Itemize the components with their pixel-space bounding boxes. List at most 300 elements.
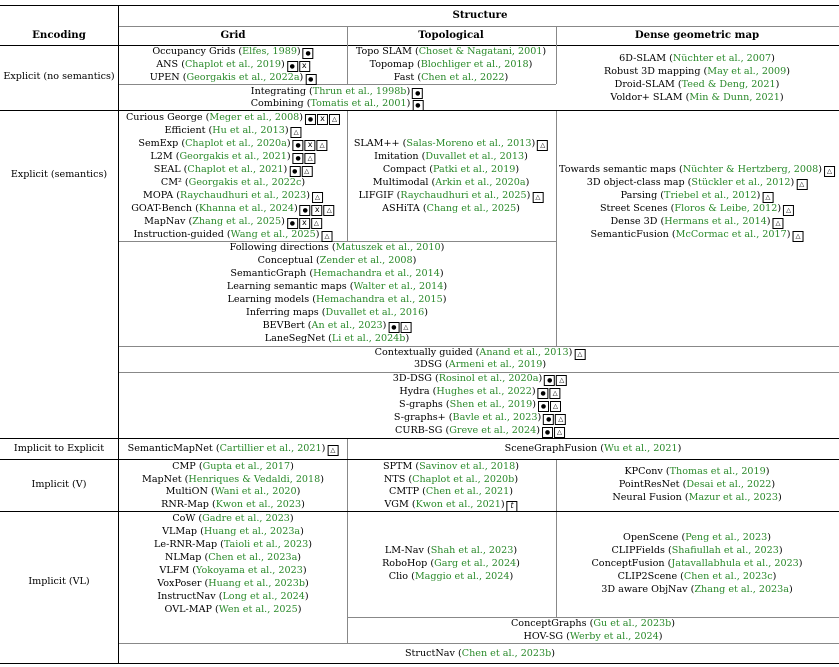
method-entry: ConceptGraphs (Gu et al., 2023b)	[510, 618, 676, 629]
method-entry: UPEN (Georgakis et al., 2022a)●	[150, 72, 317, 85]
method-name: HOV-SG	[523, 631, 564, 642]
encoding-label: Explicit (no semantics)	[3, 71, 115, 82]
citation-link[interactable]: Chen et al., 2022	[421, 72, 505, 83]
filled-circle-icon	[538, 401, 549, 412]
method-name: SPTM	[383, 461, 413, 472]
citation-link[interactable]: Duvallet et al., 2013	[425, 151, 525, 162]
citation-link[interactable]: Taioli et al., 2023	[223, 539, 309, 550]
citation-link[interactable]: Raychaudhuri et al., 2023	[180, 190, 307, 201]
method-entry: 3D-DSG (Rosinol et al., 2020a)●△	[393, 373, 567, 386]
method-entry: CoW (Gadre et al., 2023)	[172, 513, 294, 524]
method-entry: 3D aware ObjNav (Zhang et al., 2023a)	[601, 584, 793, 595]
citation-link[interactable]: Chen et al., 2021	[425, 486, 510, 497]
group-rule	[0, 438, 839, 439]
method-entry: VLFM (Yokoyama et al., 2023)	[159, 565, 307, 576]
citation-link[interactable]: Peng et al., 2023	[685, 532, 768, 543]
triangle-icon	[773, 218, 784, 229]
method-name: CM²	[160, 177, 182, 188]
method-name: Occupancy Grids	[152, 46, 236, 57]
method-name: Clio	[388, 571, 409, 582]
method-name: VGM	[384, 499, 409, 510]
citation-link[interactable]: Khanna et al., 2024	[198, 203, 294, 214]
method-name: Conceptual	[257, 255, 313, 266]
method-name: KPConv	[624, 466, 663, 477]
column-divider	[556, 460, 557, 511]
method-entry: StructNav (Chen et al., 2023b)	[404, 648, 556, 659]
filled-circle-icon	[412, 100, 423, 111]
method-name: MapNav	[144, 216, 186, 227]
method-entry: Parsing (Triebel et al., 2012)△	[621, 190, 774, 203]
triangle-icon	[317, 140, 328, 151]
method-entry: Neural Fusion (Mazur et al., 2023)	[612, 492, 782, 503]
citation-link[interactable]: Gu et al., 2023b	[593, 618, 672, 629]
method-name: Learning semantic maps	[226, 281, 347, 292]
cross-icon	[317, 114, 328, 125]
triangle-icon	[574, 349, 585, 360]
method-entry: SemanticMapNet (Cartillier et al., 2021)△	[128, 443, 339, 456]
method-entry: CMTP (Chen et al., 2021)	[389, 486, 513, 497]
triangle-icon	[792, 231, 803, 242]
method-entry: LM-Nav (Shah et al., 2023)	[384, 545, 518, 556]
filled-circle-icon	[305, 114, 316, 125]
method-entry: PointResNet (Desai et al., 2022)	[618, 479, 776, 490]
citation-link[interactable]: Chaplot et al., 2020b	[412, 474, 515, 485]
cross-icon	[299, 61, 310, 72]
method-name: Curious George	[125, 112, 203, 123]
method-name: 3D object-class map	[586, 177, 685, 188]
citation-link[interactable]: Georgakis et al., 2022a	[186, 72, 300, 83]
method-name: MultiON	[165, 486, 208, 497]
citation-link[interactable]: May et al., 2009	[707, 66, 787, 77]
column-divider	[347, 111, 348, 241]
method-name: VoxPoser	[157, 578, 202, 589]
citation-link[interactable]: Gadre et al., 2023	[202, 513, 290, 524]
method-entry: RoboHop (Garg et al., 2024)	[382, 558, 520, 569]
citation-link[interactable]: Elfes, 1989	[242, 46, 297, 57]
citation-link[interactable]: Chen et al., 2023c	[683, 571, 773, 582]
method-entry: CLIPFields (Shafiullah et al., 2023)	[611, 545, 783, 556]
citation-link[interactable]: Mazur et al., 2023	[688, 492, 778, 503]
method-entry: VLMap (Huang et al., 2023a)	[162, 526, 304, 537]
method-name: SemanticFusion	[590, 229, 669, 240]
method-entry: Clio (Maggio et al., 2024)	[388, 571, 514, 582]
method-entry: Learning semantic maps (Walter et al., 2014)	[226, 281, 448, 292]
citation-link[interactable]: McCormac et al., 2017	[675, 229, 787, 240]
method-entry: Contextually guided (Anand et al., 2013)△	[375, 347, 586, 360]
method-entry: OVL-MAP (Wen et al., 2025)	[164, 604, 302, 615]
method-entry: Efficient (Hu et al., 2013)△	[164, 125, 301, 138]
dense-header: Dense geometric map	[634, 29, 760, 41]
citation-link[interactable]: Salas-Moreno et al., 2013	[406, 138, 532, 149]
method-name: PointResNet	[618, 479, 680, 490]
method-entry: SemanticGraph (Hemachandra et al., 2014)	[230, 268, 444, 279]
method-entry: 6D-SLAM (Nüchter et al., 2007)	[619, 53, 775, 64]
column-divider	[556, 111, 557, 346]
triangle-icon	[312, 192, 323, 203]
citation-link[interactable]: Chaplot et al., 2021	[187, 164, 284, 175]
citation-link[interactable]: Georgakis et al., 2022c	[188, 177, 302, 188]
method-entry: 3D object-class map (Stückler et al., 2012)△	[587, 177, 808, 190]
citation-link[interactable]: Kwon et al., 2021	[415, 499, 501, 510]
method-entry: KPConv (Thomas et al., 2019)	[624, 466, 770, 477]
method-name: Integrating	[250, 86, 306, 97]
citation-link[interactable]: Chaplot et al., 2020a	[185, 138, 287, 149]
citation-link[interactable]: Wani et al., 2020	[214, 486, 297, 497]
method-entry: Inferring maps (Duvallet et al., 2016)	[246, 307, 428, 318]
method-name: Fast	[393, 72, 415, 83]
method-name: 3DSG	[413, 359, 442, 370]
method-entry: Occupancy Grids (Elfes, 1989)●	[152, 46, 313, 59]
method-name: 3D aware ObjNav	[601, 584, 688, 595]
method-name: MOPA	[143, 190, 174, 201]
triangle-icon	[301, 166, 312, 177]
column-divider	[556, 512, 557, 617]
method-entry: SceneGraphFusion (Wu et al., 2021)	[504, 443, 682, 454]
citation-link[interactable]: Li et al., 2024b	[331, 333, 406, 344]
citation-link[interactable]: Huang et al., 2023b	[208, 578, 306, 589]
method-name: 6D-SLAM	[619, 53, 667, 64]
method-entry: ASHiTA (Chang et al., 2025)	[382, 203, 520, 214]
citation-link[interactable]: Matuszek et al., 2010	[335, 242, 441, 253]
method-entry: ConceptFusion (Jatavallabhula et al., 2023)	[591, 558, 803, 569]
method-name: VLMap	[162, 526, 198, 537]
method-name: InstructNav	[157, 591, 216, 602]
method-name: Following directions	[229, 242, 329, 253]
citation-link[interactable]: Zhang et al., 2023a	[694, 584, 789, 595]
method-name: Combining	[250, 98, 304, 109]
citation-link[interactable]: Raychaudhuri et al., 2025	[400, 190, 527, 201]
triangle-icon	[554, 427, 565, 438]
method-name: CURB-SG	[395, 425, 443, 436]
method-name: LaneSegNet	[264, 333, 326, 344]
column-divider	[347, 439, 348, 459]
citation-link[interactable]: Min & Dunn, 2021	[689, 92, 780, 103]
method-name: CMTP	[389, 486, 420, 497]
method-name: LIFGIF	[358, 190, 394, 201]
method-entry: VGM (Kwon et al., 2021)t	[384, 499, 517, 512]
citation-link[interactable]: Hemachandra et al., 2015	[315, 294, 443, 305]
citation-link[interactable]: Walter et al., 2014	[353, 281, 444, 292]
triangle-icon	[537, 140, 548, 151]
citation-link[interactable]: Huang et al., 2023a	[203, 526, 301, 537]
method-entry: MOPA (Raychaudhuri et al., 2023)△	[143, 190, 323, 203]
topological-header: Topological	[418, 29, 484, 41]
method-name: CLIP2Scene	[617, 571, 678, 582]
triangle-icon	[550, 388, 561, 399]
filled-circle-icon	[287, 61, 298, 72]
citation-link[interactable]: Georgakis et al., 2021	[179, 151, 287, 162]
method-name: Le-RNR-Map	[154, 539, 218, 550]
citation-link[interactable]: Duvallet et al., 2016	[325, 307, 425, 318]
method-name: ConceptFusion	[591, 558, 665, 569]
filled-circle-icon	[544, 375, 555, 386]
filled-circle-icon	[293, 153, 304, 164]
citation-link[interactable]: Hemachandra et al., 2014	[313, 268, 440, 279]
method-entry: Street Scenes (Floros & Leibe, 2012)△	[600, 203, 794, 216]
citation-link[interactable]: Triebel et al., 2012	[664, 190, 757, 201]
citation-link[interactable]: Chen et al., 2023b	[461, 648, 552, 659]
citation-link[interactable]: Floros & Leibe, 2012	[674, 203, 778, 214]
method-entry: Conceptual (Zender et al., 2008)	[257, 255, 417, 266]
citation-link[interactable]: Wen et al., 2025	[218, 604, 298, 615]
triangle-icon	[291, 127, 302, 138]
method-name: CoW	[172, 513, 196, 524]
filled-circle-icon	[289, 166, 300, 177]
citation-link[interactable]: Savinov et al., 2018	[419, 461, 516, 472]
method-entry: L2M (Georgakis et al., 2021)●△	[150, 151, 315, 164]
method-entry: Integrating (Thrun et al., 1998b)●	[251, 86, 423, 99]
structure-underline	[119, 26, 839, 27]
method-name: ConceptGraphs	[510, 618, 587, 629]
top-rule	[0, 5, 839, 6]
method-name: NLMap	[164, 552, 202, 563]
method-name: MapNet	[142, 474, 182, 485]
method-name: Neural Fusion	[612, 492, 682, 503]
filled-circle-icon	[388, 322, 399, 333]
citation-link[interactable]: Blochliger et al., 2018	[420, 59, 529, 70]
encoding-label: Implicit (V)	[31, 479, 87, 490]
method-entry: OpenScene (Peng et al., 2023)	[623, 532, 771, 543]
triangle-icon	[321, 231, 332, 242]
citation-link[interactable]: Hughes et al., 2022	[436, 386, 532, 397]
method-name: ANS	[156, 59, 179, 70]
method-name: Multimodal	[372, 177, 429, 188]
method-name: Learning models	[227, 294, 310, 305]
method-name: Street Scenes	[599, 203, 668, 214]
method-name: ASHiTA	[382, 203, 420, 214]
citation-link[interactable]: Desai et al., 2022	[686, 479, 772, 490]
group-rule	[0, 459, 839, 460]
method-entry: Towards semantic maps (Nüchter & Hertzberg, 2008)△	[559, 164, 835, 177]
method-name: Droid-SLAM	[614, 79, 675, 90]
method-entry: BEVBert (An et al., 2023)●△	[263, 320, 412, 333]
method-name: Parsing	[620, 190, 658, 201]
filled-circle-icon	[293, 140, 304, 151]
method-entry: MapNet (Henriques & Vedaldi, 2018)	[142, 474, 324, 485]
method-entry: Imitation (Duvallet et al., 2013)	[374, 151, 528, 162]
triangle-icon	[550, 401, 561, 412]
filled-circle-icon	[542, 427, 553, 438]
citation-link[interactable]: Long et al., 2024	[222, 591, 305, 602]
citation-link[interactable]: Wu et al., 2021	[603, 443, 678, 454]
method-name: UPEN	[149, 72, 180, 83]
method-name: Topo SLAM	[355, 46, 412, 57]
citation-link[interactable]: Arkin et al., 2020a	[435, 177, 526, 188]
method-entry: LIFGIF (Raychaudhuri et al., 2025)△	[359, 190, 544, 203]
citation-link[interactable]: Nüchter et al., 2007	[672, 53, 772, 64]
method-entry: Robust 3D mapping (May et al., 2009)	[604, 66, 790, 77]
method-name: Imitation	[374, 151, 419, 162]
method-entry: NTS (Chaplot et al., 2020b)	[383, 474, 519, 485]
method-name: Contextually guided	[374, 347, 473, 358]
citation-link[interactable]: Anand et al., 2013	[479, 347, 569, 358]
method-name: Hydra	[399, 386, 430, 397]
citation-link[interactable]: Rosinol et al., 2020a	[438, 373, 539, 384]
method-name: Dense 3D	[610, 216, 658, 227]
method-entry: HOV-SG (Werby et al., 2024)	[523, 631, 663, 642]
method-entry: InstructNav (Long et al., 2024)	[157, 591, 309, 602]
method-entry: CLIP2Scene (Chen et al., 2023c)	[617, 571, 777, 582]
triangle-icon	[824, 166, 835, 177]
triangle-icon	[329, 114, 340, 125]
inner-rule	[119, 643, 839, 644]
triangle-icon	[324, 205, 335, 216]
citation-link[interactable]: Zender et al., 2008	[319, 255, 413, 266]
method-entry: S-graphs+ (Bavle et al., 2023)●△	[394, 412, 566, 425]
citation-link[interactable]: Bavle et al., 2023	[452, 412, 538, 423]
method-entry: CM² (Georgakis et al., 2022c)	[160, 177, 306, 188]
method-entry: NLMap (Chen et al., 2023a)	[164, 552, 302, 563]
method-entry: Dense 3D (Hermans et al., 2014)△	[610, 216, 783, 229]
method-entry: Multimodal (Arkin et al., 2020a)	[372, 177, 530, 188]
filled-circle-icon	[287, 218, 298, 229]
citation-link[interactable]: Patki et al., 2019	[432, 164, 516, 175]
method-entry: Following directions (Matuszek et al., 2010)	[229, 242, 445, 253]
bottom-rule	[0, 663, 839, 664]
citation-link[interactable]: Zhang et al., 2025	[192, 216, 282, 227]
citation-link[interactable]: Gupta et al., 2017	[202, 461, 291, 472]
method-entry: SEAL (Chaplot et al., 2021)●△	[154, 164, 313, 177]
method-entry: MapNav (Zhang et al., 2025)●x△	[144, 216, 322, 229]
method-entry: Instruction-guided (Wang et al., 2025)△	[134, 229, 333, 242]
t-icon	[507, 501, 518, 512]
citation-link[interactable]: Greve et al., 2024	[449, 425, 537, 436]
triangle-icon	[783, 205, 794, 216]
method-name: Towards semantic maps	[559, 164, 676, 175]
method-entry: SemanticFusion (McCormac et al., 2017)△	[591, 229, 804, 242]
citation-link[interactable]: Garg et al., 2024	[434, 558, 517, 569]
citation-link[interactable]: Cartillier et al., 2021	[219, 443, 322, 454]
method-name: CMP	[172, 461, 196, 472]
method-name: L2M	[150, 151, 173, 162]
citation-link[interactable]: Shah et al., 2023	[430, 545, 514, 556]
column-divider	[347, 512, 348, 643]
method-name: GOAT-Bench	[131, 203, 193, 214]
method-entry: Compact (Patki et al., 2019)	[382, 164, 520, 175]
method-entry: Voldor+ SLAM (Min & Dunn, 2021)	[610, 92, 784, 103]
method-name: Voldor+ SLAM	[610, 92, 683, 103]
method-name: VLFM	[159, 565, 190, 576]
cross-icon	[299, 218, 310, 229]
method-name: OpenScene	[623, 532, 679, 543]
method-entry: CURB-SG (Greve et al., 2024)●△	[395, 425, 565, 438]
encoding-label: Explicit (semantics)	[10, 169, 108, 180]
triangle-icon	[311, 218, 322, 229]
method-name: RoboHop	[382, 558, 428, 569]
citation-link[interactable]: Thrun et al., 1998b	[312, 86, 407, 97]
method-entry: ANS (Chaplot et al., 2019)●x	[156, 59, 310, 72]
method-name: S-graphs+	[393, 412, 446, 423]
method-entry: Hydra (Hughes et al., 2022)●△	[399, 386, 560, 399]
citation-link[interactable]: Chen et al., 2023a	[208, 552, 298, 563]
column-divider	[347, 27, 348, 84]
citation-link[interactable]: Shafiullah et al., 2023	[671, 545, 779, 556]
method-name: Robust 3D mapping	[604, 66, 701, 77]
method-name: SemanticGraph	[230, 268, 307, 279]
citation-link[interactable]: Maggio et al., 2024	[414, 571, 510, 582]
method-name: Inferring maps	[246, 307, 319, 318]
citation-link[interactable]: Choset & Nagatani, 2001	[418, 46, 543, 57]
method-entry: MultiON (Wani et al., 2020)	[165, 486, 301, 497]
method-entry: Curious George (Meger et al., 2008)●x△	[126, 112, 340, 125]
citation-link[interactable]: Kwon et al., 2023	[215, 499, 302, 510]
method-name: NTS	[383, 474, 406, 485]
citation-link[interactable]: Armeni et al., 2019	[448, 359, 543, 370]
triangle-icon	[556, 375, 567, 386]
triangle-icon	[796, 179, 807, 190]
method-name: 3D-DSG	[392, 373, 432, 384]
method-entry: Topomap (Blochliger et al., 2018)	[369, 59, 533, 70]
method-name: SceneGraphFusion	[504, 443, 598, 454]
encoding-label: Implicit to Explicit	[13, 443, 105, 454]
filled-circle-icon	[303, 48, 314, 59]
method-name: Instruction-guided	[133, 229, 224, 240]
method-entry: Learning models (Hemachandra et al., 2015)	[227, 294, 447, 305]
method-name: SemanticMapNet	[127, 443, 213, 454]
method-entry: Fast (Chen et al., 2022)	[393, 72, 509, 83]
filled-circle-icon	[543, 414, 554, 425]
method-name: Efficient	[164, 125, 206, 136]
citation-link[interactable]: Thomas et al., 2019	[669, 466, 766, 477]
citation-link[interactable]: Tomatis et al., 2001	[310, 98, 407, 109]
citation-link[interactable]: Yokoyama et al., 2023	[196, 565, 303, 576]
structure-header: Structure	[452, 9, 508, 21]
method-entry: GOAT-Bench (Khanna et al., 2024)●x△	[131, 203, 334, 216]
method-entry: Le-RNR-Map (Taioli et al., 2023)	[154, 539, 312, 550]
citation-link[interactable]: Werby et al., 2024	[569, 631, 659, 642]
method-name: CLIPFields	[611, 545, 665, 556]
citation-link[interactable]: An et al., 2023	[311, 320, 383, 331]
citation-link[interactable]: Chang et al., 2025	[426, 203, 517, 214]
citation-link[interactable]: Wang et al., 2025	[230, 229, 316, 240]
citation-link[interactable]: Meger et al., 2008	[209, 112, 300, 123]
citation-link[interactable]: Hu et al., 2013	[212, 125, 285, 136]
method-entry: SemExp (Chaplot et al., 2020a)●x△	[138, 138, 327, 151]
method-entry: SPTM (Savinov et al., 2018)	[383, 461, 519, 472]
column-divider	[556, 27, 557, 84]
filled-circle-icon	[305, 74, 316, 85]
citation-link[interactable]: Shen et al., 2019	[449, 399, 533, 410]
citation-link[interactable]: Hermans et al., 2014	[664, 216, 767, 227]
triangle-icon	[305, 153, 316, 164]
method-name: RNR-Map	[161, 499, 209, 510]
triangle-icon	[555, 414, 566, 425]
method-entry: Topo SLAM (Choset & Nagatani, 2001)	[355, 46, 547, 57]
method-entry: CMP (Gupta et al., 2017)	[172, 461, 294, 472]
citation-link[interactable]: Henriques & Vedaldi, 2018	[188, 474, 321, 485]
method-name: Compact	[382, 164, 427, 175]
triangle-icon	[532, 192, 543, 203]
cross-icon	[305, 140, 316, 151]
method-entry: Combining (Tomatis et al., 2001)●	[251, 98, 424, 111]
method-name: S-graphs	[399, 399, 443, 410]
triangle-icon	[400, 322, 411, 333]
method-name: Topomap	[369, 59, 414, 70]
encoding-header: Encoding	[32, 29, 86, 41]
method-name: LM-Nav	[384, 545, 424, 556]
method-entry: SLAM++ (Salas-Moreno et al., 2013)△	[354, 138, 548, 151]
grid-header: Grid	[220, 29, 246, 41]
method-entry: RNR-Map (Kwon et al., 2023)	[161, 499, 305, 510]
citation-link[interactable]: Teed & Deng, 2021	[681, 79, 776, 90]
column-divider	[347, 460, 348, 511]
method-name: SemExp	[138, 138, 179, 149]
method-entry: 3DSG (Armeni et al., 2019)	[413, 359, 547, 370]
citation-link[interactable]: Chaplot et al., 2019	[184, 59, 282, 70]
citation-link[interactable]: Jatavallabhula et al., 2023	[671, 558, 799, 569]
citation-link[interactable]: Nüchter & Hertzberg, 2008	[682, 164, 819, 175]
citation-link[interactable]: Stückler et al., 2012	[691, 177, 791, 188]
